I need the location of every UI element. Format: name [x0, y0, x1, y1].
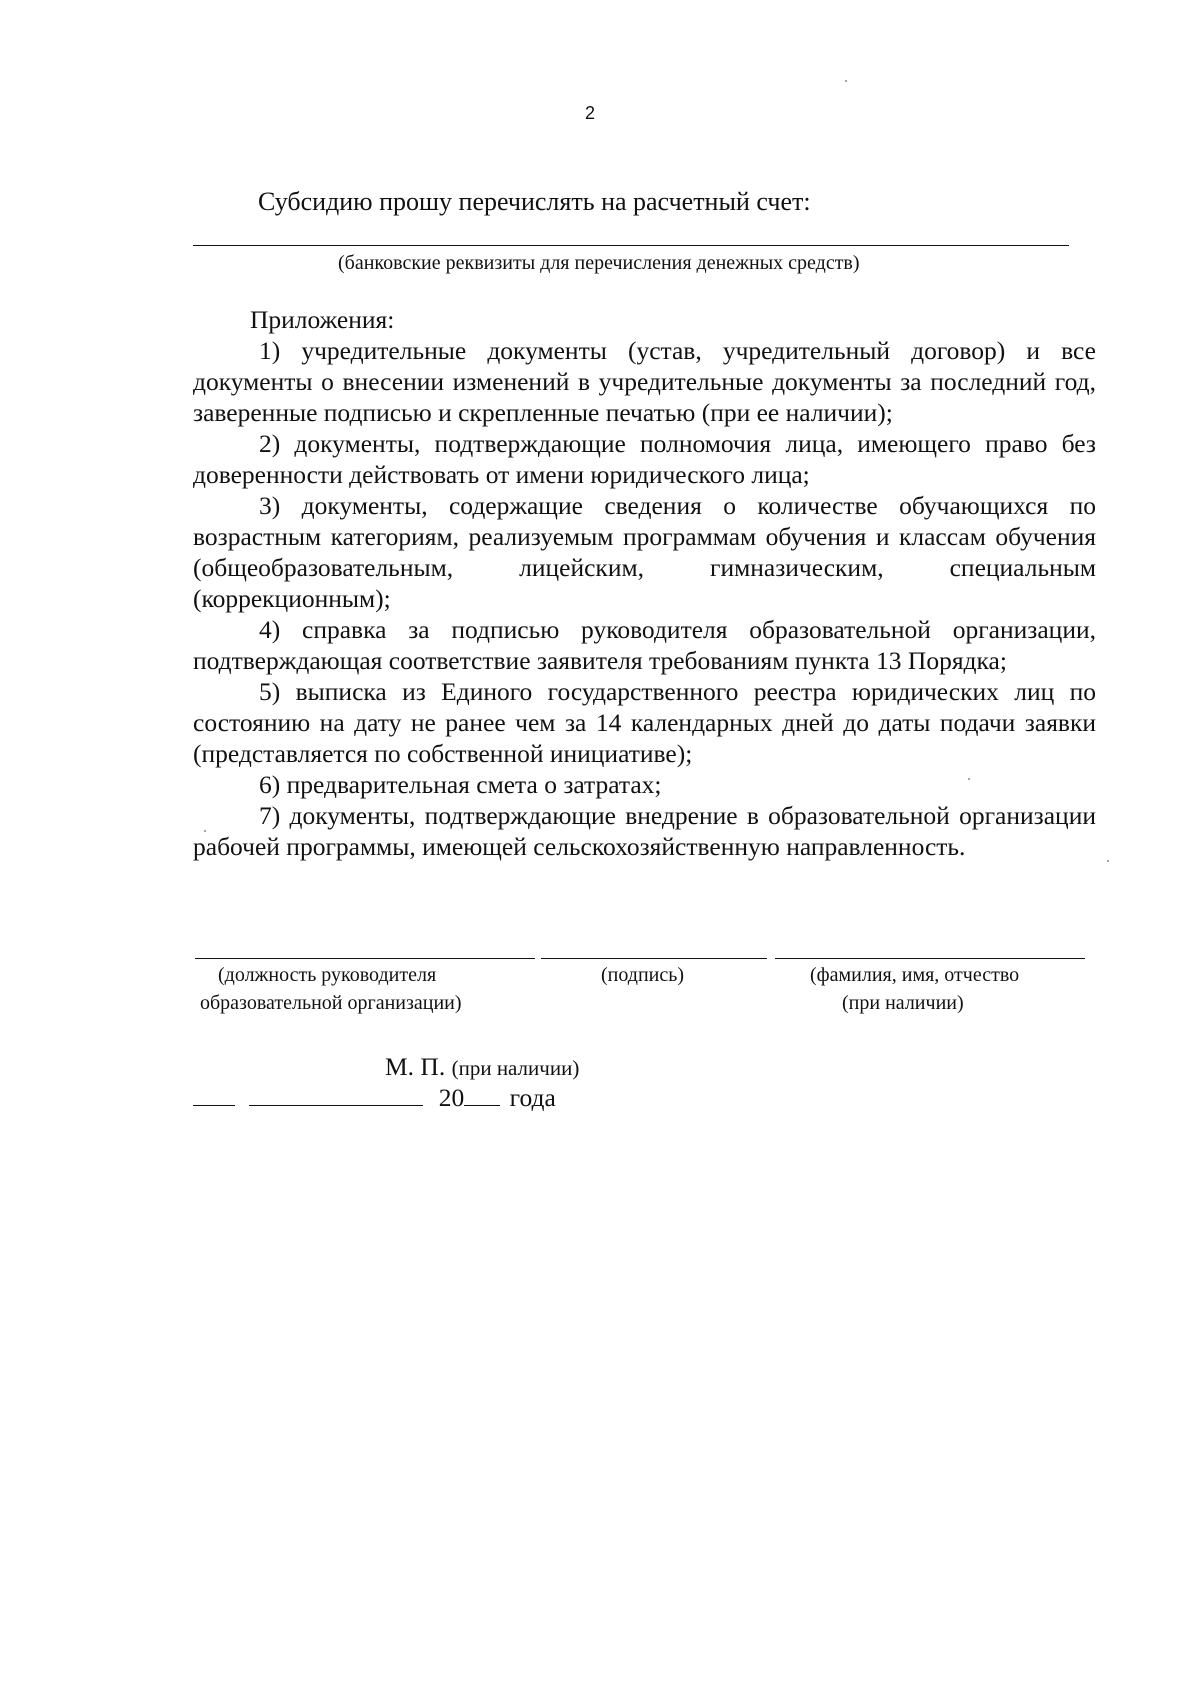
bank-details-line	[193, 245, 1069, 246]
attachment-item: 6) предварительная смета о затратах;	[259, 770, 662, 799]
full-name-caption-line1: (фамилия, имя, отчество	[810, 964, 1020, 986]
full-name-signature-line	[775, 958, 1085, 959]
year-blank	[464, 1081, 500, 1106]
attachment-item: 4) справка за подписью руководителя образовательной организации, подтверждающая соответствие заявителя требованиям пункта 13 Порядка;	[193, 615, 1096, 675]
year-century: 20	[438, 1083, 465, 1112]
full-name-caption-line2: (при наличии)	[842, 992, 964, 1014]
stamp-label: М. П.	[385, 1052, 446, 1081]
stamp-note: (при наличии)	[451, 1056, 580, 1080]
attachment-item: 7) документы, подтверждающие внедрение в образовательной организации рабочей программы, имеющей сельскохозяйственную направленность.	[193, 801, 1096, 861]
scan-speck	[1107, 860, 1109, 862]
attachment-item: 3) документы, содержащие сведения о количестве обучающихся по возрастным категориям, реализуемым программам обучения и классам обучения (общеобразовательным, лицейским, гимназическим, специальным (коррекционным);	[193, 491, 1096, 613]
year-word: года	[509, 1083, 556, 1112]
scan-speck	[845, 80, 847, 82]
signature-line	[541, 958, 767, 959]
position-caption-line1: (должность руководителя	[218, 964, 437, 986]
stamp-placeholder	[385, 1052, 579, 1082]
attachments-section	[193, 304, 1096, 862]
position-signature-line	[195, 958, 535, 959]
account-request-text: Субсидию прошу перечислять на расчетный счет:	[258, 187, 811, 216]
attachment-item: 1) учредительные документы (устав, учредительный договор) и все документы о внесении изменений в учредительные документы за последний год, заверенные подписью и скрепленные печатью (при ее наличии);	[193, 336, 1096, 427]
bank-details-caption: (банковские реквизиты для перечисления денежных средств)	[338, 252, 860, 274]
date-line	[193, 1081, 556, 1113]
month-blank	[249, 1081, 423, 1106]
position-caption-line2: образовательной организации)	[200, 992, 462, 1014]
page-number: 2	[584, 103, 595, 123]
day-blank	[193, 1081, 235, 1106]
attachment-item: 2) документы, подтверждающие полномочия лица, имеющего право без доверенности действовать от имени юридического лица;	[193, 429, 1096, 489]
scan-speck	[968, 778, 970, 780]
attachment-item: 5) выписка из Единого государственного реестра юридических лиц по состоянию на дату не ранее чем за 14 календарных дней до даты подачи заявки (представляется по собственной инициативе);	[193, 677, 1096, 768]
scan-speck	[204, 830, 206, 832]
signature-caption: (подпись)	[601, 964, 685, 986]
attachments-heading: Приложения:	[250, 305, 395, 334]
